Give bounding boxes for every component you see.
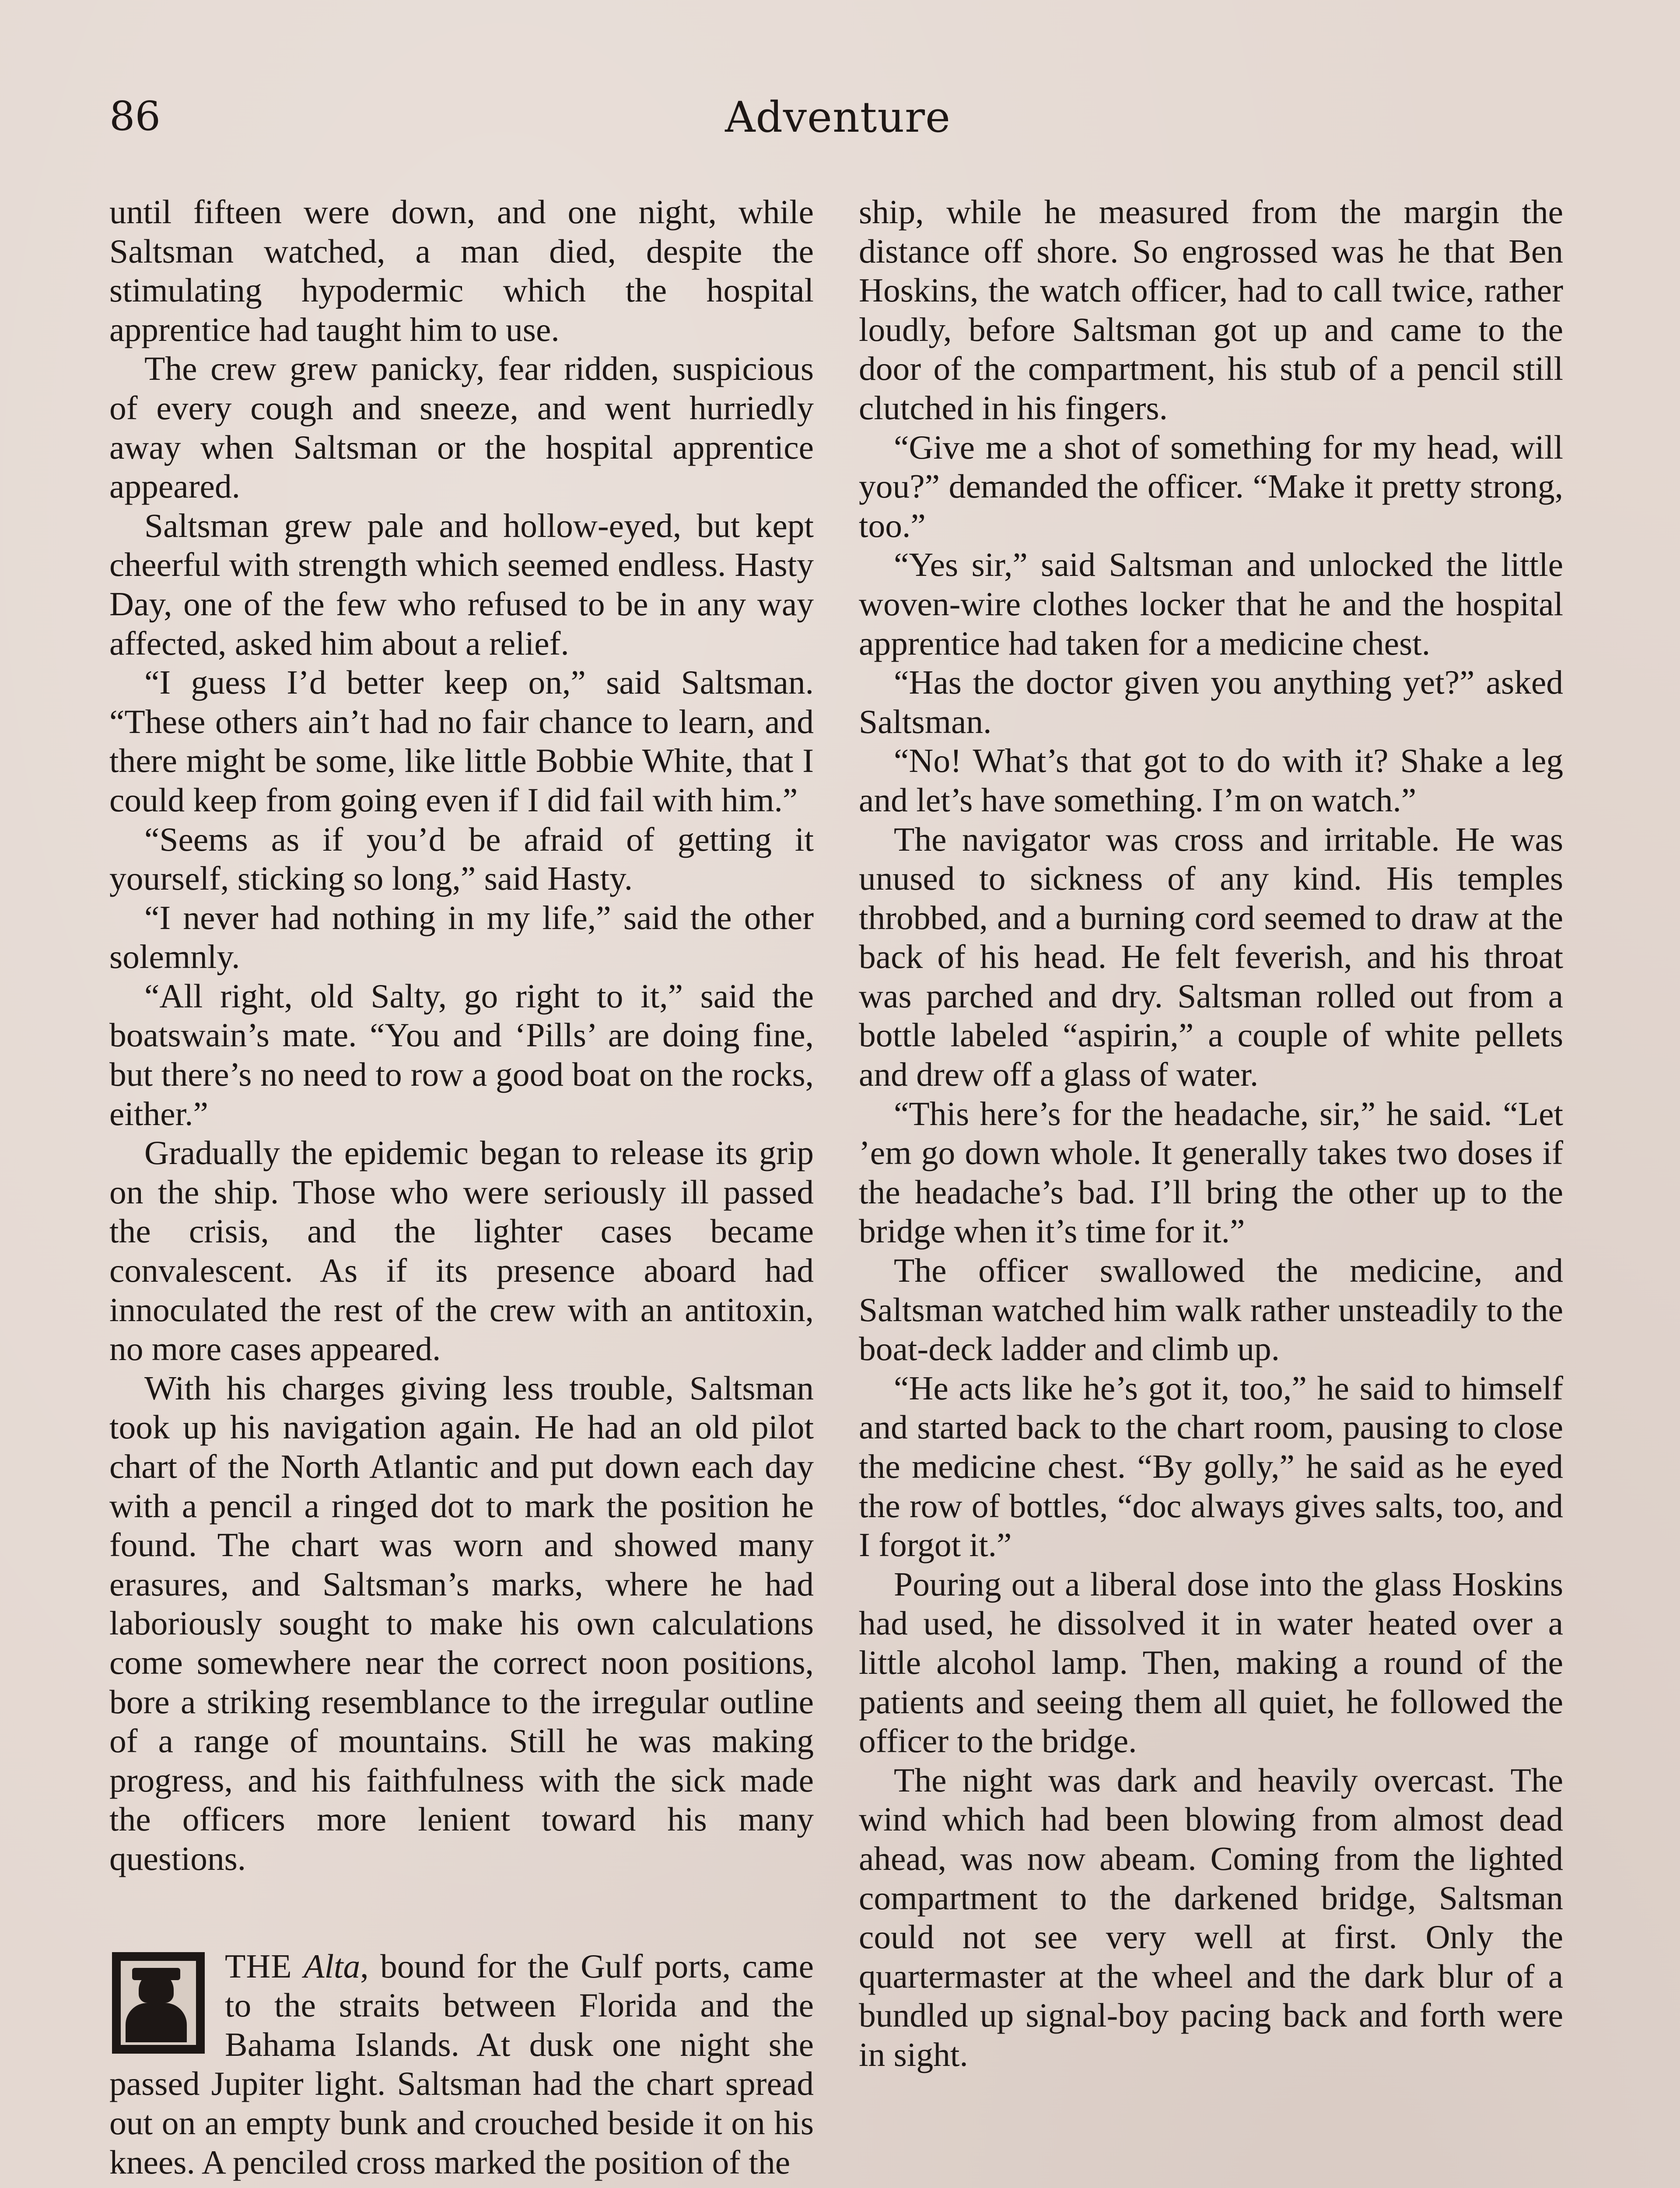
paragraph: “All right, old Salty, go right to it,” said the boatswain’s mate. “You and ‘Pills’ are doing fine, but there’s no need to row a good boat on the rocks, either.” bbox=[109, 977, 814, 1133]
paragraph: “He acts like he’s got it, too,” he said to himself and started back to the chart room, pausing to close the medicine chest. “By golly,” he said as he eyed the row of bottles, “doc always gives salts, too, and I forgot it.” bbox=[859, 1369, 1563, 1564]
left-column bbox=[109, 193, 814, 2182]
paragraph: “Seems as if you’d be afraid of getting it yourself, sticking so long,” said Hasty. bbox=[109, 820, 814, 898]
paragraph: “No! What’s that got to do with it? Shake a leg and let’s have something. I’m on watch.” bbox=[859, 742, 1563, 819]
paragraph: Saltsman grew pale and hollow-eyed, but kept cheerful with strength which seemed endless. Hasty Day, one of the few who refused to be in any way affected, asked him about a relief. bbox=[109, 506, 814, 662]
section-text: , bound for the Gulf ports, came to the straits between Florida and the Bahama Islands. At dusk one night she passed Jupiter light. Saltsman had the chart spread out on an empty bunk and crouched beside it on his knees. A penciled cross marked the position of the bbox=[109, 1947, 814, 2181]
section-opening bbox=[109, 1947, 814, 2182]
section-opening-paragraph bbox=[109, 1947, 814, 2182]
paragraph: The crew grew panicky, fear ridden, suspicious of every cough and sneeze, and went hurriedly away when Saltsman or the hospital apprentice appeared. bbox=[109, 350, 814, 505]
paragraph: “Has the doctor given you anything yet?” asked Saltsman. bbox=[859, 663, 1563, 740]
paragraph: Pouring out a liberal dose into the glass Hoskins had used, he dissolved it in water heated over a little alcohol lamp. Then, making a round of the patients and seeing them all quiet, he followed the officer to the bridge. bbox=[859, 1565, 1563, 1760]
paragraph: “I guess I’d better keep on,” said Saltsman. “These others ain’t had no fair chance to learn, and there might be some, like little Bobbie White, that I could keep from going even if I did fail with him.” bbox=[109, 663, 814, 819]
paragraph: The officer swallowed the medicine, and Saltsman watched him walk rather unsteadily to the boat-deck ladder and climb up. bbox=[859, 1252, 1563, 1368]
paragraph: “This here’s for the headache, sir,” he said. “Let ’em go down whole. It generally takes two doses if the headache’s bad. I’ll bring the other up to the bridge when it’s time for it.” bbox=[859, 1094, 1563, 1250]
paragraph: With his charges giving less trouble, Saltsman took up his navigation again. He had an old pilot chart of the North Atlantic and put down each day with a pencil a ringed dot to mark the position he found. The chart was worn and showed many erasures, and Saltsman’s marks, where he had laboriously sought to make his own calculations come somewhere near the correct noon positions, bore a striking resemblance to the irregular outline of a range of mountains. Still he was making progress, and his faithfulness with the sick made the officers more lenient toward his many questions. bbox=[109, 1369, 814, 1877]
paragraph: The night was dark and heavily overcast. The wind which had been blowing from almost dead ahead, was now abeam. Coming from the lighted compartment to the darkened bridge, Saltsman could not see very well at first. Only the quartermaster at the wheel and the dark blur of a bundled up signal-boy pacing back and forth were in sight. bbox=[859, 1761, 1563, 2073]
running-title: Adventure bbox=[725, 93, 951, 142]
page-header bbox=[109, 88, 1566, 153]
right-column bbox=[859, 193, 1563, 2075]
paragraph: “I never had nothing in my life,” said the other solemnly. bbox=[109, 898, 814, 976]
section-lead-in: THE bbox=[225, 1947, 292, 1985]
paragraph: until fifteen were down, and one night, while Saltsman watched, a man died, despite the stimulating hypodermic which the hospital apprentice had taught him to use. bbox=[109, 193, 814, 348]
section-break bbox=[109, 1879, 814, 1947]
paragraph: ship, while he measured from the margin the distance off shore. So engrossed was he that Ben Hoskins, the watch officer, had to call twice, rather loudly, before Saltsman got up and came to the door of the compartment, his stub of a pencil still clutched in his fingers. bbox=[859, 193, 1563, 427]
paragraph: “Give me a shot of something for my head, will you?” demanded the officer. “Make it pretty strong, too.” bbox=[859, 428, 1563, 544]
ship-name: Alta bbox=[304, 1947, 360, 1985]
paragraph: Gradually the epidemic began to release its grip on the ship. Those who were seriously ill passed the crisis, and the lighter cases became convalescent. As if its presence aboard had innoculated the rest of the crew with an antitoxin, no more cases appeared. bbox=[109, 1134, 814, 1368]
paragraph: “Yes sir,” said Saltsman and unlocked the little woven-wire clothes locker that he and the hospital apprentice had taken for a medicine chest. bbox=[859, 546, 1563, 662]
page-number: 86 bbox=[109, 93, 161, 140]
paragraph: The navigator was cross and irritable. He was unused to sickness of any kind. His temples throbbed, and a burning cord seemed to draw at the back of his head. He felt feverish, and his throat was parched and dry. Saltsman rolled out from a bottle labeled “aspirin,” a couple of white pellets and drew off a glass of water. bbox=[859, 820, 1563, 1094]
sailor-vignette-icon bbox=[112, 1952, 205, 2054]
